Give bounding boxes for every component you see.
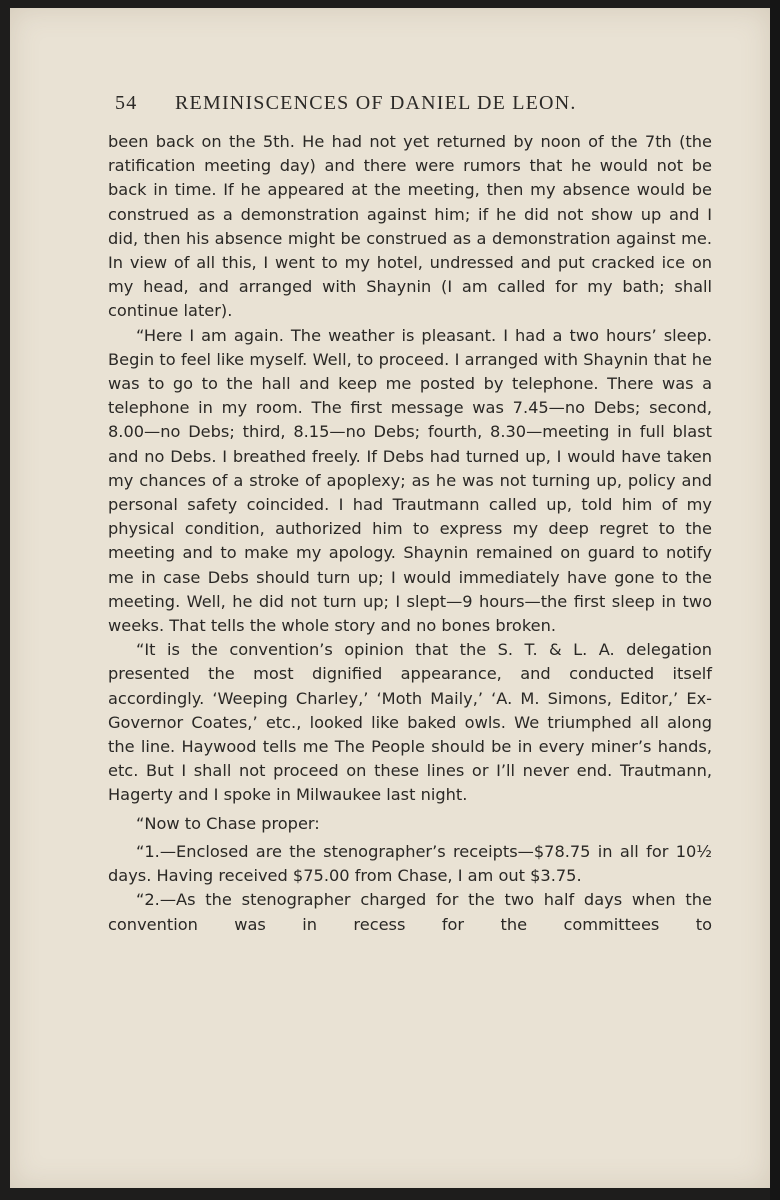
paragraph-item-2: “2.—As the stenographer charged for the two half days when the convention was in recess for the committees to xyxy=(108,890,712,934)
paragraph-chase-proper: “Now to Chase proper: xyxy=(136,813,320,833)
paragraph-convention-opinion: “It is the convention’s opinion that the S. T. & L. A. delegation presented the most dignified appearance, and conducted itself accordingly. ‘Weeping Charley,’ ‘Moth Maily,’ ‘A. M. Simons, Editor,’ Ex-Governor Coates,’ etc., looked like baked owls. We triumphed all along the line. Haywood tells me The People should be in every miner’s hands, etc. But I shall not proceed on these lines or I’ll never end. Trautmann, Hagerty and I spoke in Milwaukee last night. xyxy=(108,640,712,805)
paragraph-continued: been back on the 5th. He had not yet returned by noon of the 7th (the ratification meeting day) and there were rumors that he would not be back in time. If he appeared at the meeting, then my absence would be construed as a demonstration against him; if he did not show up and I did, then his absence might be construed as a demonstration against me. In view of all this, I went to my hotel, undressed and put cracked ice on my head, and arranged with Shaynin (I am called for my bath; shall continue later). xyxy=(108,132,712,321)
page-header xyxy=(115,92,675,115)
scan-border xyxy=(770,0,780,1200)
paragraph-here-i-am: “Here I am again. The weather is pleasant. I had a two hours’ sleep. Begin to feel like myself. Well, to proceed. I arranged with Shaynin that he was to go to the hall and keep me posted by telephone. There was a telephone in my room. The first message was 7.45—no Debs; second, 8.00—no Debs; third, 8.15—no Debs; fourth, 8.30—meeting in full blast and no Debs. I breathed freely. If Debs had turned up, I would have taken my chances of a stroke of apoplexy; as he was not turning up, policy and personal safety coincided. I had Trautmann called up, told him of my physical condition, authorized him to express my deep regret to the meeting and to make my apology. Shaynin remained on guard to notify me in case Debs should turn up; I would immediately have gone to the meeting. Well, he did not turn up; I slept—9 hours—the first sleep in two weeks. That tells the whole story and no bones broken. xyxy=(108,325,712,636)
running-head: REMINISCENCES OF DANIEL DE LEON. xyxy=(175,92,577,114)
paragraph-item-1: “1.—Enclosed are the stenographer’s receipts—$78.75 in all for 10½ days. Having received $75.00 from Chase, I am out $3.75. xyxy=(108,841,712,886)
body-text xyxy=(108,130,712,937)
page-number: 54 xyxy=(115,92,138,114)
